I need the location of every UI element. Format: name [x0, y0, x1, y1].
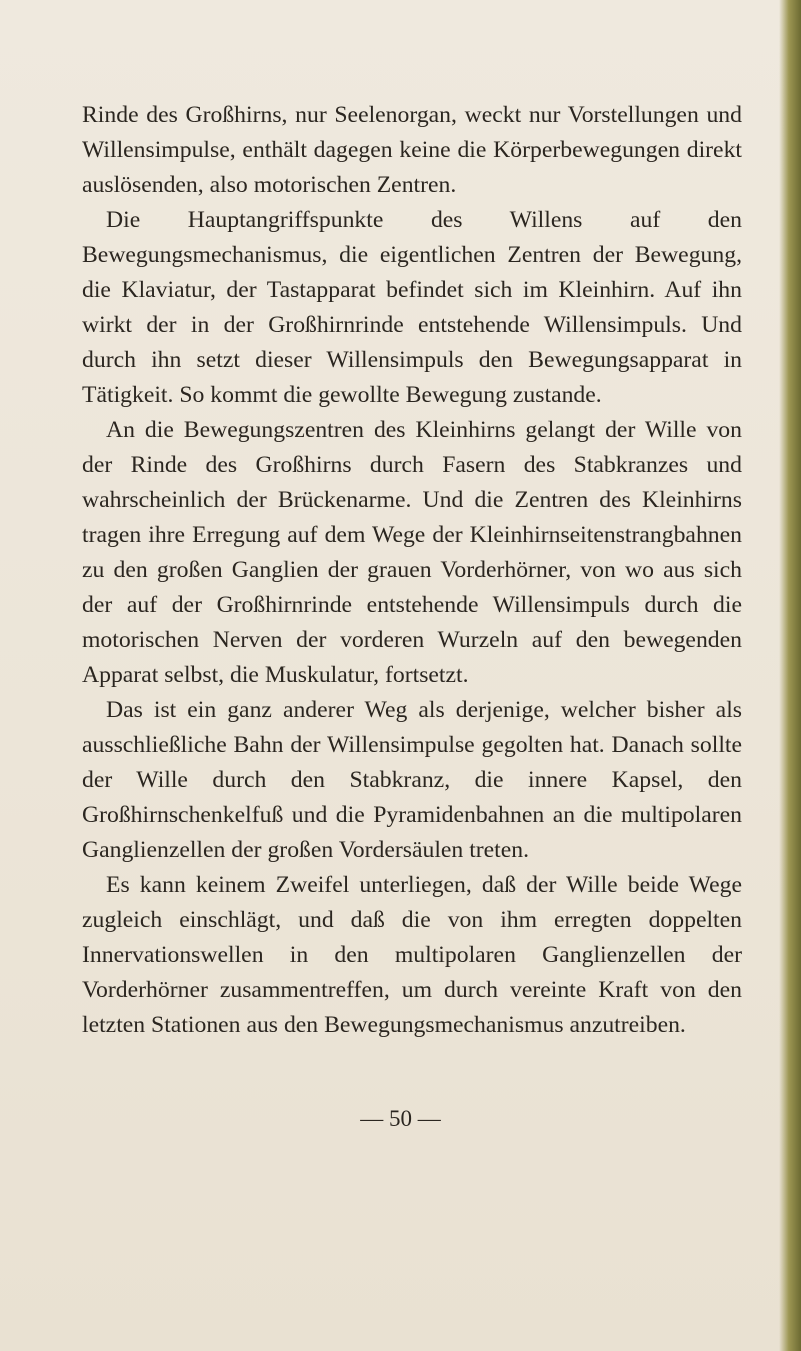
paragraph-3: An die Bewegungszentren des Kleinhirns gelangt der Wille von der Rinde des Großhirns durch Fasern des Stabkranzes und wahrscheinlich der Brückenarme. Und die Zentren des Kleinhirns tragen ihre Erregung auf dem Wege der Kleinhirnseitenstrangbahnen zu den großen Ganglien der grauen Vorderhörner, von wo aus sich der auf der Großhirnrinde entstehende Willensimpuls durch die motorischen Nerven der vorderen Wurzeln auf den bewegenden Apparat selbst, die Muskulatur, fortsetzt. [82, 417, 742, 688]
paragraph-2: Die Hauptangriffspunkte des Willens auf den Bewegungsmechanismus, die eigentlichen Zentren der Bewegung, die Klaviatur, der Tastapparat befindet sich im Kleinhirn. Auf ihn wirkt der in der Großhirnrinde entstehende Willensimpuls. Und durch ihn setzt dieser Willensimpuls den Bewegungsapparat in Tätigkeit. So kommt die gewollte Bewegung zustande. [82, 207, 742, 408]
paragraph-5: Es kann keinem Zweifel unterliegen, daß der Wille beide Wege zugleich einschlägt, und daß die von ihm erregten doppelten Innervationswellen in den multipolaren Ganglienzellen der Vorderhörner zusammentreffen, um durch vereinte Kraft von den letzten Stationen aus den Bewegungsmechanismus anzutreiben. [82, 872, 742, 1038]
page-number: — 50 — [360, 1106, 441, 1131]
body-text [82, 98, 742, 1043]
page-edge-shadow [779, 0, 801, 1351]
paragraph-1: Rinde des Großhirns, nur Seelenorgan, weckt nur Vorstellungen und Willensimpulse, enthält dagegen keine die Körperbewegungen direkt auslösenden, also motorischen Zentren. [82, 102, 742, 198]
paragraph-4: Das ist ein ganz anderer Weg als derjenige, welcher bisher als ausschließliche Bahn der Willensimpulse gegolten hat. Danach sollte der Wille durch den Stabkranz, die innere Kapsel, den Großhirnschenkelfuß und die Pyramidenbahnen an die multipolaren Ganglienzellen der großen Vordersäulen treten. [82, 697, 742, 863]
